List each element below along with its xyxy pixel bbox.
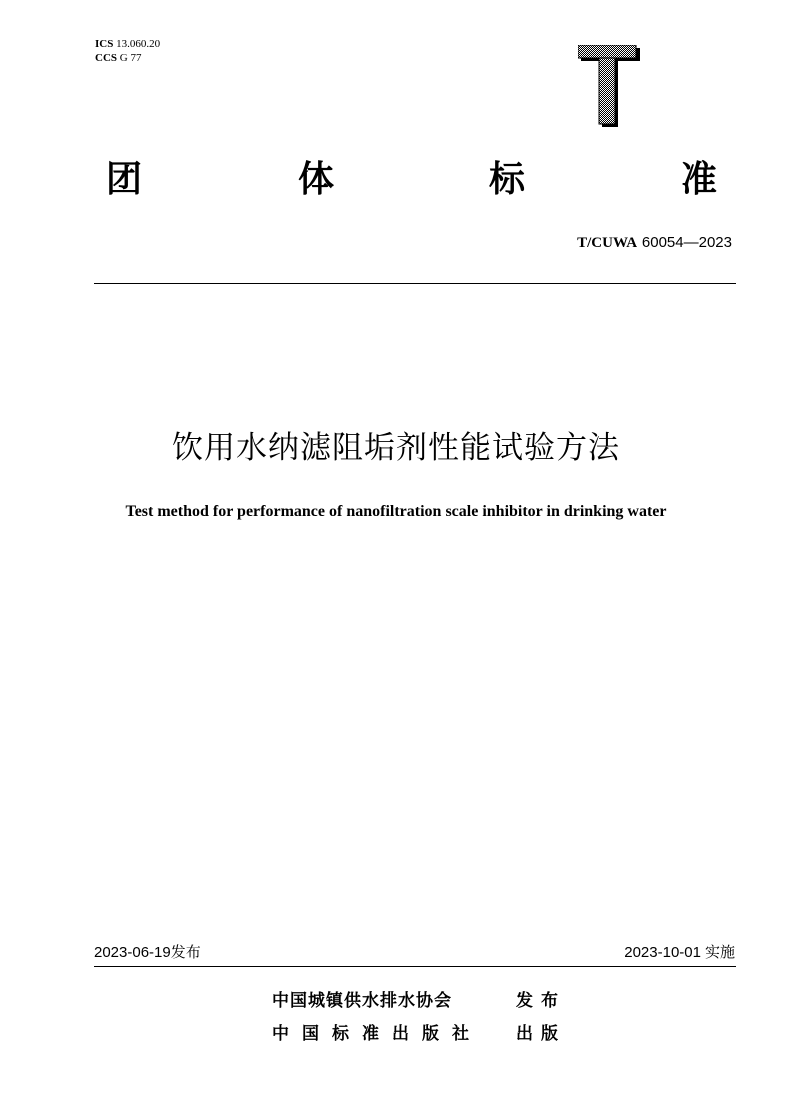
title-english: Test method for performance of nanofiltration scale inhibitor in drinking water [125,503,667,520]
implement-date: 2023-10-01 [624,944,701,961]
ccs-label: CCS [95,52,118,64]
ics-label: ICS [95,38,114,50]
press-name: 中国标准出版社 [272,1024,482,1044]
classification-codes [95,37,160,65]
standard-type-char-3: 标 [489,159,526,200]
issue-date-line [94,942,201,963]
standard-type-char-1: 团 [106,159,143,200]
standard-type-char-2: 体 [298,159,335,200]
implement-date-line [624,942,735,963]
t-logo-shape [578,45,640,127]
issue-label: 发布 [170,943,201,961]
standard-type-char-4: 准 [681,159,718,200]
ccs-code [95,51,160,65]
standard-number-prefix: T/CUWA [577,235,638,251]
publisher-name: 中国城镇供水排水协会 [272,991,452,1011]
standard-t-logo [578,45,640,127]
header-divider [94,283,736,284]
implement-label: 实施 [704,943,735,961]
title-chinese: 饮用水纳滤阻垢剂性能试验方法 [172,430,620,466]
footer-divider [94,966,736,967]
ics-code [95,37,160,51]
standard-number-value: 60054—2023 [641,234,732,251]
publisher-role: 发布 [516,991,566,1011]
ccs-value: G 77 [119,52,142,64]
ics-value: 13.060.20 [116,38,161,50]
issue-date: 2023-06-19 [94,944,171,961]
press-role: 出版 [516,1024,566,1044]
standard-number [577,233,732,252]
